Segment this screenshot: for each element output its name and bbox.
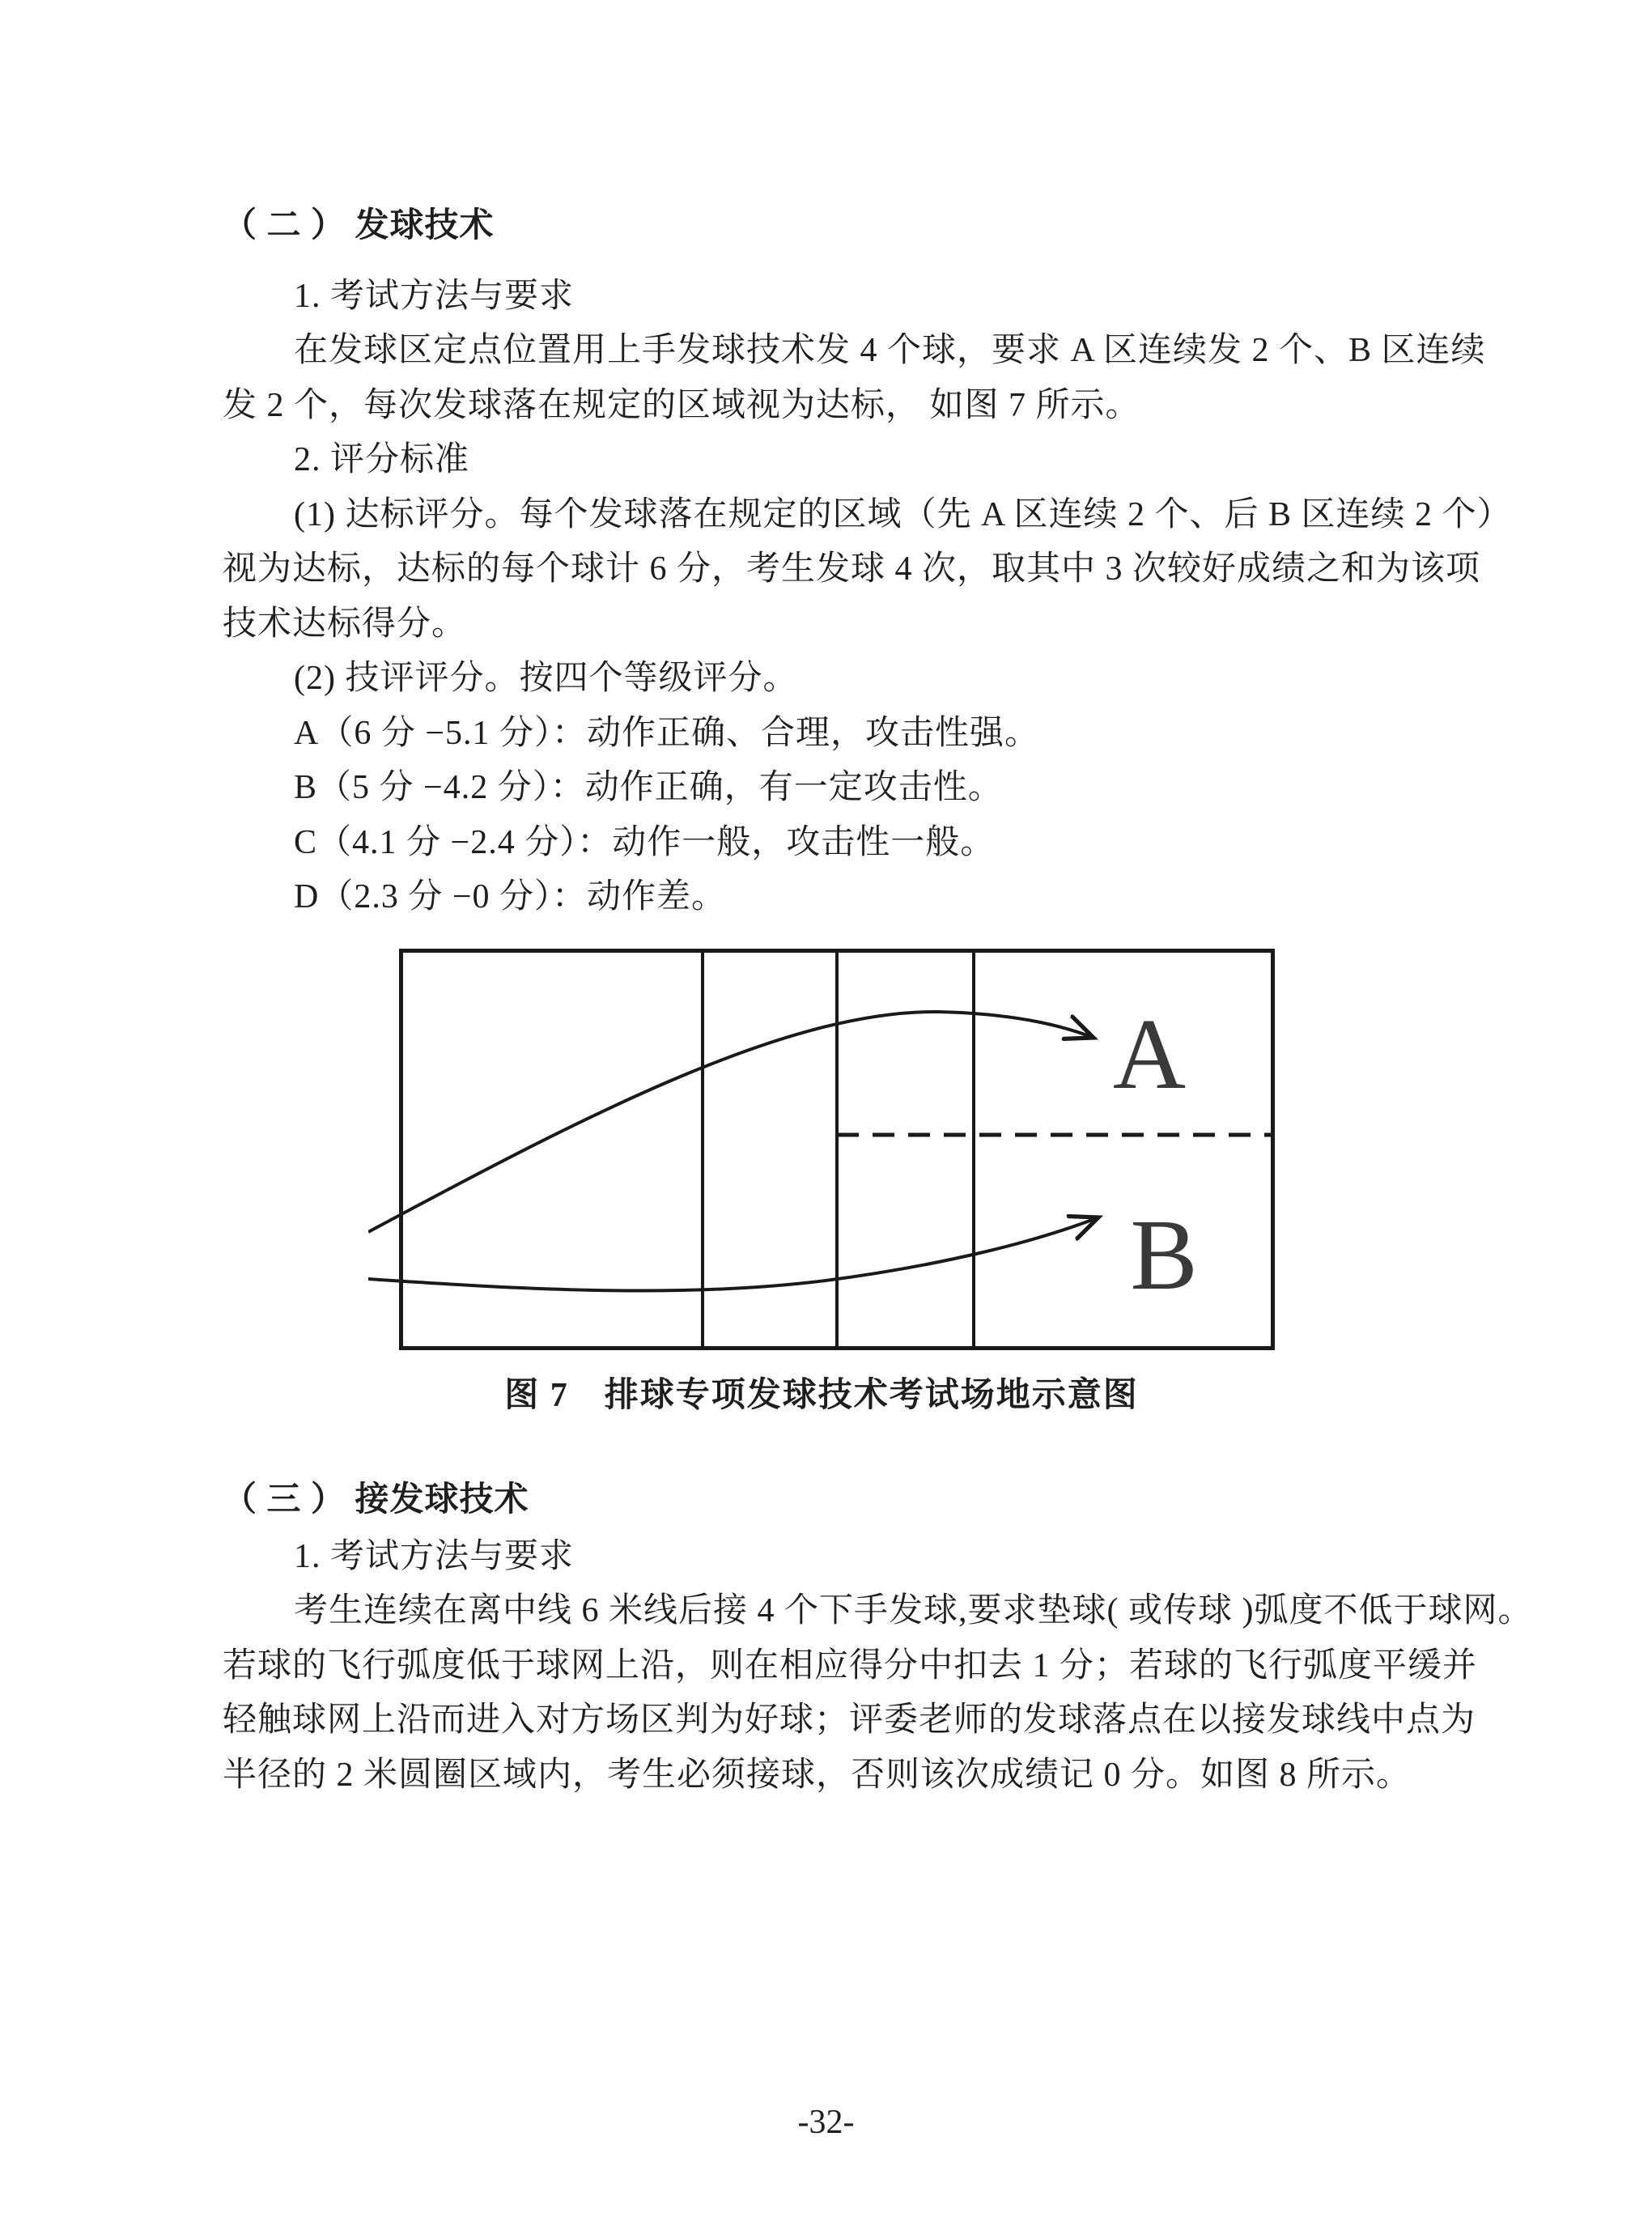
section-2-sub-heading-method: 1. 考试方法与要求 [294, 277, 575, 315]
paragraph-line: 考生连续在离中线 6 米线后接 4 个下手发球,要求垫球( 或传球 )弧度不低于球网。 [294, 1592, 1533, 1629]
section-2-sub-heading-scoring: 2. 评分标准 [294, 441, 470, 478]
zone-a-label: A [1112, 999, 1187, 1111]
grade-c-line: C（4.1 分 −2.4 分）：动作一般，攻击性一般。 [294, 823, 996, 861]
zone-b-label: B [1130, 1200, 1198, 1311]
paragraph-line: (1) 达标评分。每个发球落在规定的区域（先 A 区连续 2 个、后 B 区连续 2 个） [294, 495, 1512, 533]
paragraph-line: 轻触球网上沿而进入对方场区判为好球；评委老师的发球落点在以接发球线中点为 [223, 1701, 1476, 1739]
section-2-heading: （ 二 ） 发球技术 [223, 207, 495, 244]
grade-b-line: B（5 分 −4.2 分）：动作正确，有一定攻击性。 [294, 769, 1003, 806]
paragraph-line: 在发球区定点位置用上手发球技术发 4 个球，要求 A 区连续发 2 个、B 区连续 [294, 332, 1486, 369]
figure-7-court-diagram [368, 949, 1275, 1353]
paragraph-line: 半径的 2 米圆圈区域内，考生必须接球，否则该次成绩记 0 分。如图 8 所示。 [223, 1756, 1412, 1794]
section-serve-receive-technique [223, 1473, 1533, 1803]
grade-a-line: A（6 分 −5.1 分）：动作正确、合理，攻击性强。 [294, 714, 1040, 752]
paragraph-line: 若球的飞行弧度低于球网上沿，则在相应得分中扣去 1 分；若球的飞行弧度平缓并 [223, 1646, 1478, 1684]
section-serving-technique [223, 199, 1512, 925]
serve-trajectory-b-arrow [368, 1217, 1098, 1291]
paragraph-line: 发 2 个，每次发球落在规定的区域视为达标， 如图 7 所示。 [223, 386, 1140, 424]
paragraph-line: (2) 技评评分。按四个等级评分。 [294, 660, 798, 697]
paragraph-line: 视为达标，达标的每个球计 6 分，考生发球 4 次，取其中 3 次较好成绩之和为该项 [223, 550, 1481, 588]
grade-d-line: D（2.3 分 −0 分）：动作差。 [294, 878, 727, 915]
section-3-sub-heading-method: 1. 考试方法与要求 [294, 1537, 575, 1575]
section-3-heading: （ 三 ） 接发球技术 [223, 1481, 529, 1519]
page-number: -32- [797, 2104, 855, 2141]
paragraph-line: 技术达标得分。 [223, 605, 467, 643]
figure-7-caption: 图 7 排球专项发球技术考试场地示意图 [504, 1377, 1139, 1414]
serve-trajectory-a-arrow [368, 1012, 1094, 1232]
